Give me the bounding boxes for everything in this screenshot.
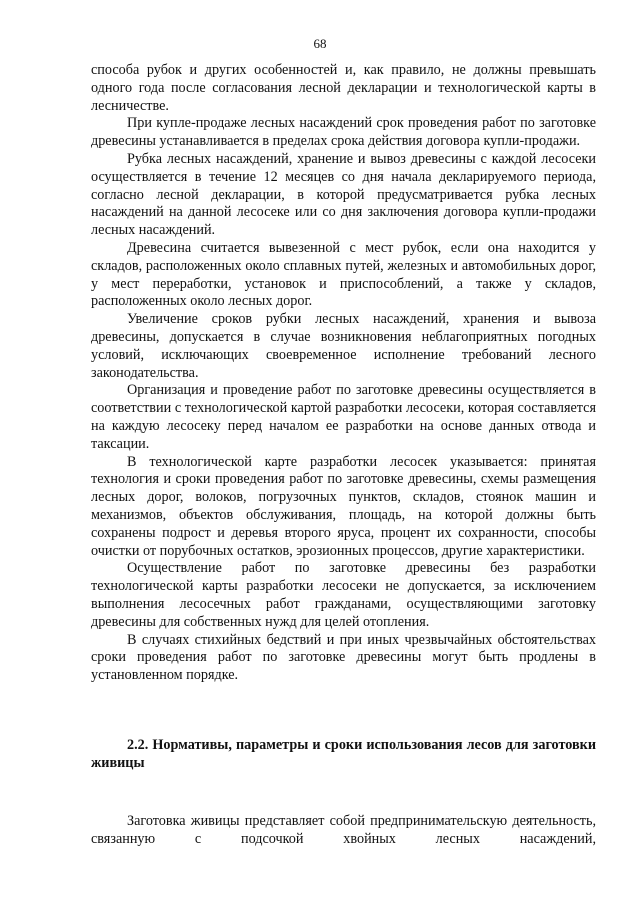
- paragraph: При купле-продаже лесных насаждений срок проведения работ по заготовке древесины устанавливается в пределах срока действия договора купли-продажи.: [91, 115, 596, 150]
- paragraph: Увеличение сроков рубки лесных насаждений, хранения и вывоза древесины, допускается в случае возникновения неблагоприятных погодных условий, исключающих своевременное исполнение требований лесного законодательства.: [91, 311, 596, 381]
- paragraph: В технологической карте разработки лесосек указывается: принятая технология и сроки проведения работ по заготовке древесины, схемы размещения лесных дорог, волоков, погрузочных пунктов, складов, стоянок машин и механизмов, объектов обслуживания, площадь, на которой должны быть сохранены подрост и деревья второго яруса, процент их сохранности, способы очистки от порубочных остатков, эрозионных процессов, другие характеристики.: [91, 453, 596, 559]
- paragraph: Осуществление работ по заготовке древесины без разработки технологической карты разработки лесосеки не допускается, за исключением выполнения лесосечных работ гражданами, осуществляющими заготовку древесины для собственных нужд для целей отопления.: [91, 560, 596, 630]
- paragraph: Рубка лесных насаждений, хранение и вывоз древесины с каждой лесосеки осуществляется в течение 12 месяцев со дня начала декларируемого периода, согласно лесной декларации, в которой предусматривается рубка лесных насаждений на данной лесосеке или со дня заключения договора купли-продажи лесных насаждений.: [91, 150, 596, 239]
- section-body: [91, 813, 596, 849]
- paragraph: В случаях стихийных бедствий и при иных чрезвычайных обстоятельствах сроки проведения работ по заготовке древесины могут быть продлены в установленном порядке.: [91, 631, 596, 684]
- paragraph: Организация и проведение работ по заготовке древесины осуществляется в соответствии с технологической картой разработки лесосеки, которая составляется на каждую лесосеку перед началом ее разработки на основе данных отвода и таксации.: [91, 382, 596, 452]
- body-text: [91, 62, 596, 685]
- paragraph: способа рубок и других особенностей и, как правило, не должны превышать одного года после согласования лесной декларации и технологической карты в лесничестве.: [91, 62, 596, 114]
- paragraph: Древесина считается вывезенной с мест рубок, если она находится у складов, расположенных около сплавных путей, железных и автомобильных дорог, у мест переработки, установок и приспособлений, а также у складов, расположенных около лесных дорог.: [91, 239, 596, 310]
- page-number: 68: [313, 36, 327, 51]
- section-heading: 2.2. Нормативы, параметры и сроки использования лесов для заготовки живицы: [91, 737, 596, 771]
- paragraph: Заготовка живицы представляет собой предпринимательскую деятельность, связанную с подсочкой хвойных лесных насаждений,: [91, 813, 596, 847]
